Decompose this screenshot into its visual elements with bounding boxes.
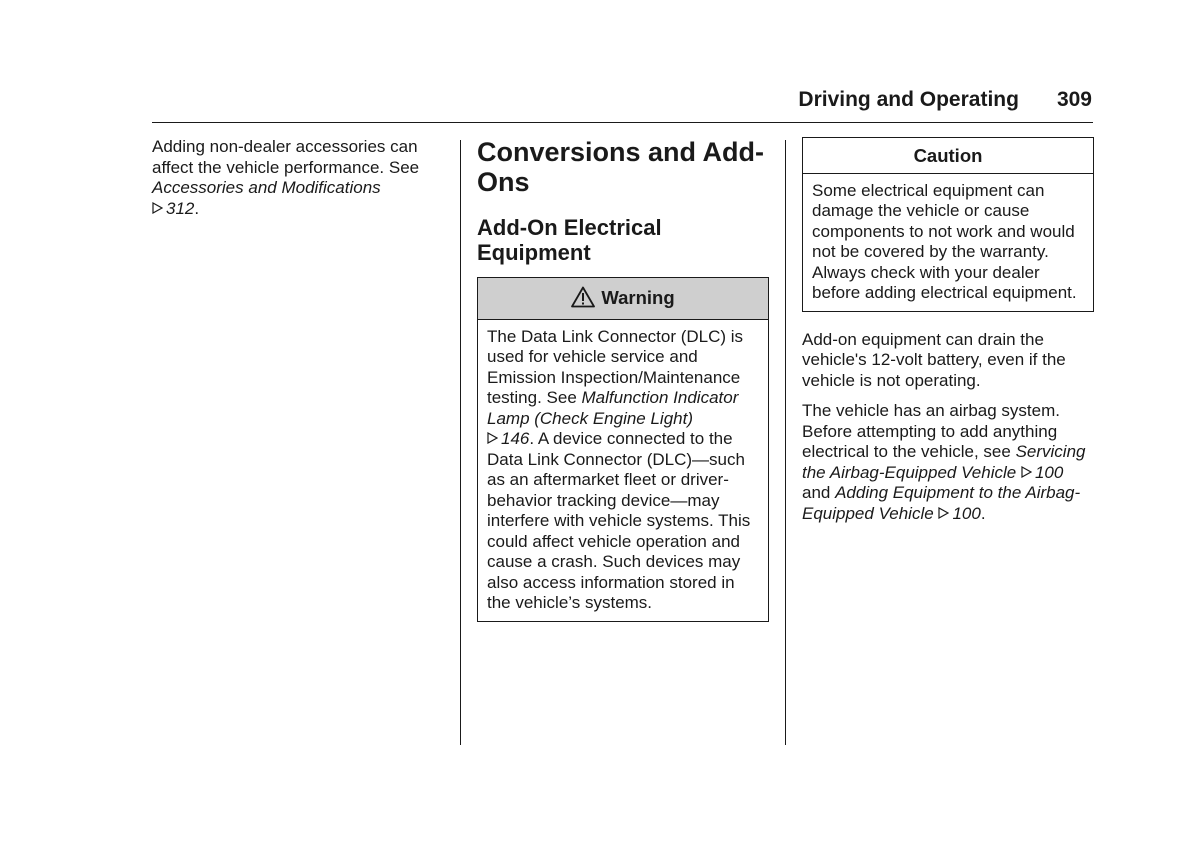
column-1 [152,137,442,229]
caution-body: Some electrical equipment can damage the vehicle or cause components to not work and would not be covered by the warranty. Always check with your dealer before adding electrical equipment. [812,180,1077,302]
page-number: 309 [1056,88,1092,111]
page-reference-icon [1021,463,1032,484]
battery-paragraph: Add-on equipment can drain the vehicle's 12-volt battery, even if the vehicle is not operating. [802,329,1066,390]
header-rule [152,122,1093,123]
warning-text: The Data Link Connector (DLC) is used for vehicle service and Emission Inspection/Maintenance testing. See [487,326,744,407]
airbag-paragraph [802,401,1094,524]
column-divider-1 [460,140,461,745]
column-2 [477,137,769,622]
section-title: Driving and Operating [798,88,1019,111]
page-reference[interactable]: 100 [952,503,981,523]
accessories-paragraph [152,137,442,219]
column-3 [802,137,1094,534]
caution-header: Caution [803,138,1093,174]
conjunction-text: and [802,483,836,502]
page-reference[interactable]: 146 [501,429,530,448]
paragraph-end: . [980,503,986,523]
warning-body [478,320,768,621]
warning-box [477,277,769,622]
warning-header [478,278,768,320]
section-heading: Conversions and Add-Ons [477,137,765,197]
adding-equipment-airbag-link[interactable]: Adding Equipment to the Airbag-Equipped Vehicle [802,483,1081,523]
page-reference[interactable]: 100 [1034,462,1064,482]
mil-link[interactable]: Malfunction Indicator Lamp (Check Engine Light) [487,388,739,428]
warning-title: Warning [601,287,675,308]
accessories-link[interactable]: Accessories and Modifications [152,178,381,197]
paragraph-text: The vehicle has an airbag system. Before attempting to add anything electrical to the vehicle, see [802,401,1060,461]
servicing-airbag-link[interactable]: Servicing the Airbag-Equipped Vehicle [802,442,1086,482]
page-reference[interactable]: 312 [166,198,195,218]
caution-box [802,137,1094,312]
paragraph-text: Adding non-dealer accessories can affect the vehicle performance. See [152,137,420,177]
page-reference-icon [487,429,498,450]
column-divider-2 [785,140,786,745]
page-reference-icon [152,199,163,220]
warning-triangle-icon [571,286,595,313]
page-reference-icon [938,504,949,525]
page-header [152,88,1092,118]
paragraph-end: . [194,198,200,218]
subsection-heading: Add-On Electrical Equipment [477,215,662,265]
warning-text-continued: . A device connected to the Data Link Connector (DLC)—such as an aftermarket fleet or driver-behavior tracking device—may interfere with vehicle systems. This could affect vehicle operation and cause a crash. Such devices may also access information stored in the vehicle’s systems. [487,429,751,612]
